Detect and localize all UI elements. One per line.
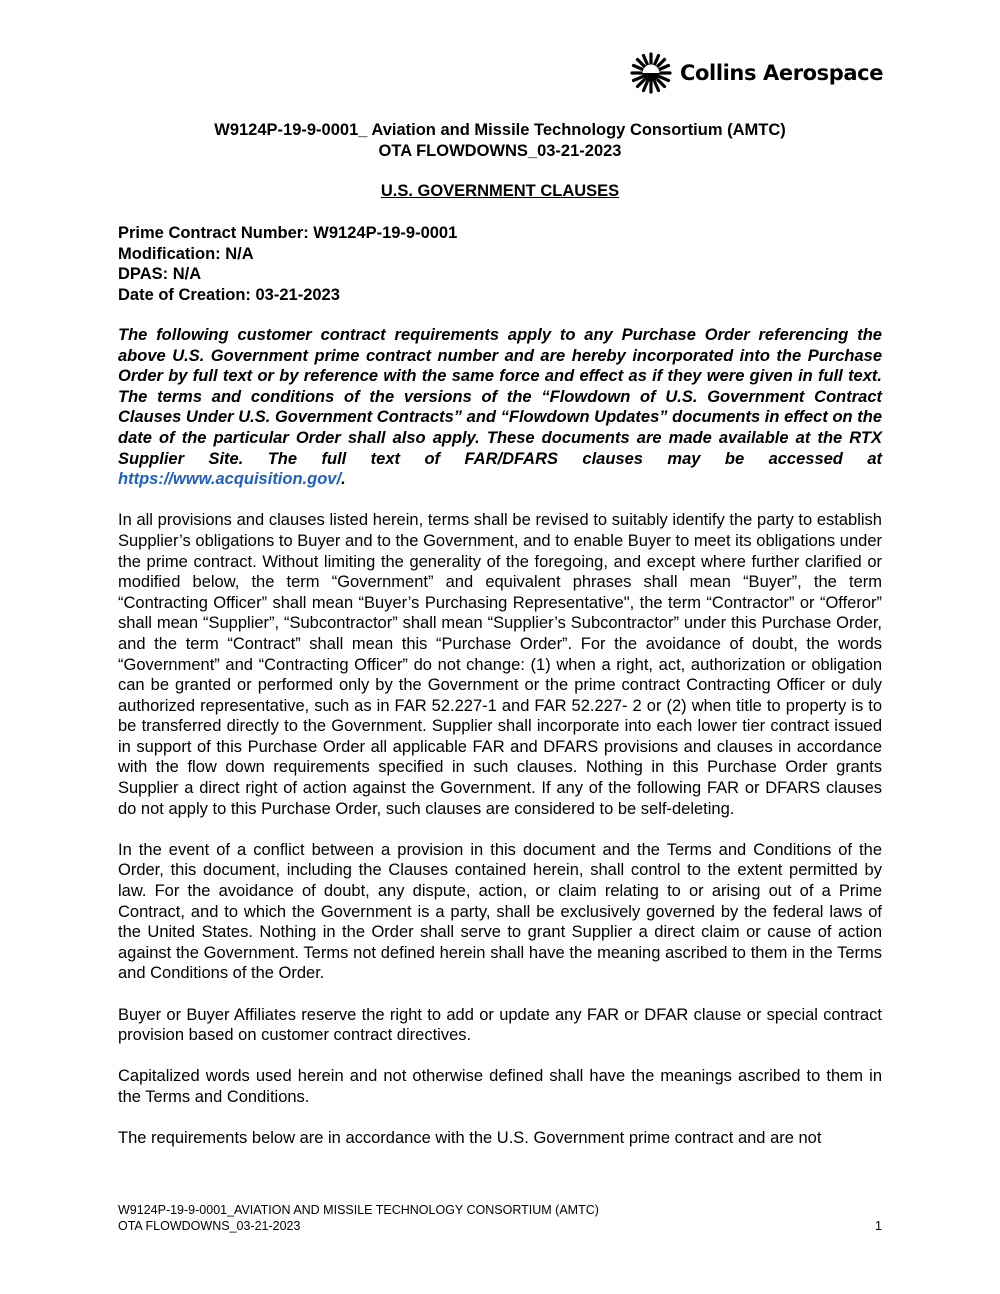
footer-line-1: W9124P-19-9-0001_AVIATION AND MISSILE TECHNOLOGY CONSORTIUM (AMTC)	[118, 1203, 599, 1217]
page-footer	[118, 1202, 882, 1234]
date-of-creation: Date of Creation: 03-21-2023	[118, 285, 340, 304]
footer-line-2: OTA FLOWDOWNS_03-21-2023	[118, 1219, 301, 1233]
intro-text: The following customer contract requirements apply to any Purchase Order referencing the above U.S. Government prime contract number and are hereby incorporated into the Purchase Order by full text or by reference with the same force and effect as if they were given in full text. The terms and conditions of the versions of the “Flowdown of U.S. Government Contract Clauses Under U.S. Government Contracts” and “Flowdown Updates” documents in effect on the date of the particular Order shall also apply. These documents are made available at the RTX Supplier Site. The full text of FAR/DFARS clauses may be accessed at	[118, 326, 882, 468]
title-line-1: W9124P-19-9-0001_ Aviation and Missile Technology Consortium (AMTC)	[214, 121, 786, 139]
contract-metadata	[118, 223, 882, 305]
terms-paragraph: In all provisions and clauses listed herein, terms shall be revised to suitably identify the party to establish Supplier’s obligations to Buyer and to the Government, and to enable Buyer to meet its obligations under the prime contract. Without limiting the generality of the foregoing, and except where further clarified or modified below, the term “Government” and equivalent phrases shall mean “Buyer”, the term “Contracting Officer” shall mean “Buyer’s Purchasing Representative", the term “Contractor” or “Offeror” shall mean “Supplier”, “Subcontractor” shall mean “Supplier’s Subcontractor” under this Purchase Order, and the term “Contract” shall mean this “Purchase Order”. For the avoidance of doubt, the words “Government” and “Contracting Officer” do not change: (1) when a right, act, authorization or obligation can be granted or performed only by the Government or the prime contract Contracting Officer or duly authorized representative, such as in FAR 52.227-1 and FAR 52.227- 2 or (2) when title to property is to be transferred directly to the Government. Supplier shall incorporate into each lower tier contract issued in support of this Purchase Order all applicable FAR and DFARS provisions and clauses in accordance with the flow down requirements specified in such clauses. Nothing in this Purchase Order grants Supplier a direct right of action against the Government. If any of the following FAR or DFARS clauses do not apply to this Purchase Order, such clauses are considered to be self-deleting.	[118, 511, 882, 818]
title-line-2: OTA FLOWDOWNS_03-21-2023	[378, 141, 622, 160]
prime-contract-number: Prime Contract Number: W9124P-19-9-0001	[118, 224, 458, 242]
intro-suffix: .	[341, 470, 346, 489]
logo-wordmark: Collins Aerospace	[680, 61, 884, 85]
document-title	[118, 120, 882, 161]
company-logo	[628, 50, 888, 96]
rights-paragraph: Buyer or Buyer Affiliates reserve the right to add or update any FAR or DFAR clause or special contract provision based on customer contract directives.	[118, 1005, 882, 1045]
intro-paragraph	[118, 325, 882, 490]
dpas: DPAS: N/A	[118, 265, 202, 284]
conflict-paragraph: In the event of a conflict between a provision in this document and the Terms and Conditions of the Order, this document, including the Clauses contained herein, shall control to the extent permitted by law. For the avoidance of doubt, any dispute, action, or claim relating to or arising out of a Prime Contract, and to which the Government is a party, shall be exclusively governed by the federal laws of the United States. Nothing in the Order shall serve to grant Supplier a direct claim or cause of action against the Government. Terms not defined herein shall have the meaning ascribed to them in the Terms and Conditions of the Order.	[118, 840, 882, 983]
document-body	[118, 325, 882, 1169]
requirements-paragraph: The requirements below are in accordance with the U.S. Government prime contract and are not	[118, 1129, 822, 1148]
definitions-paragraph: Capitalized words used herein and not otherwise defined shall have the meanings ascribed to them in the Terms and Conditions.	[118, 1067, 882, 1106]
section-heading: U.S. GOVERNMENT CLAUSES	[380, 182, 620, 200]
page-number: 1	[875, 1219, 882, 1233]
acquisition-link[interactable]: https://www.acquisition.gov/	[118, 470, 342, 489]
collins-sunburst-icon	[628, 50, 674, 96]
modification: Modification: N/A	[118, 244, 254, 263]
